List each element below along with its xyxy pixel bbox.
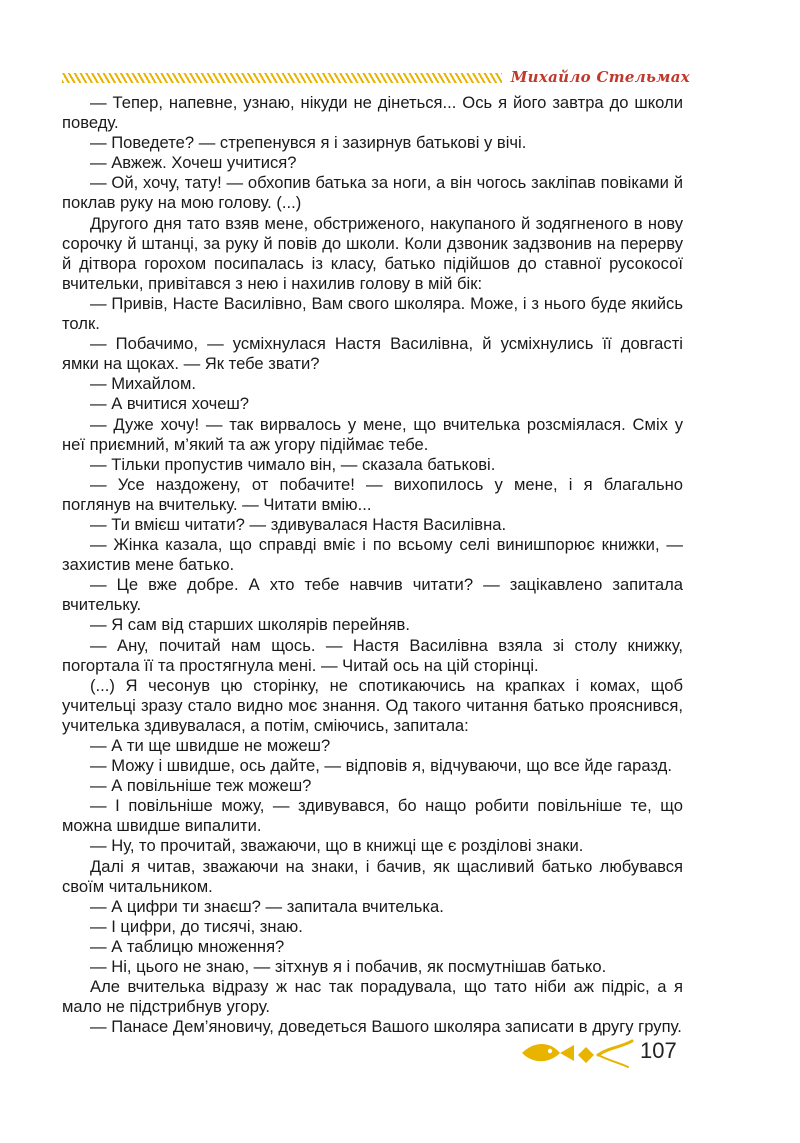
paragraph: Далі я читав, зважаючи на знаки, і бачив, як щасливий батько любувався своїм читальником. <box>62 856 683 896</box>
paragraph: — Дуже хочу! — так вирвалось у мене, що вчителька розсміялася. Сміх у неї приємний, м’який та аж угору підіймає тебе. <box>62 414 683 454</box>
paragraph: — Побачимо, — усміхнулася Настя Василівна, й усміхнулись її довгасті ямки на щоках. — Як тебе звати? <box>62 334 683 374</box>
paragraph: — Можу і швидше, ось дайте, — відповів я, відчуваючи, що все йде гаразд. <box>90 756 672 776</box>
paragraph: — Це вже добре. А хто тебе навчив читати? — зацікавлено запитала вчительку. <box>62 575 683 615</box>
paragraph: — Авжеж. Хочеш учитися? <box>90 153 297 173</box>
paragraph: — Усе наздожену, от побачите! — вихопилось у мене, і я благально поглянув на вчительку. — Читати вмію... <box>62 474 683 514</box>
page-number: 107 <box>640 1038 677 1063</box>
paragraph: — Привів, Насте Василівно, Вам свого школяра. Може, і з нього буде якийсь толк. <box>62 293 683 334</box>
paragraph: — А ти ще швидше не можеш? <box>90 736 331 755</box>
paragraph: Але вчителька відразу ж нас так порадувала, що тато ніби аж підріс, а я мало не підстрибнув угору. <box>62 977 683 1017</box>
paragraph: — І повільніше можу, — здивувався, бо нащо робити повільніше те, що можна швидше випалити. <box>62 796 683 836</box>
paragraph: — Тільки пропустив чимало він, — сказала батькові. <box>90 454 496 474</box>
paragraph: (...) Я чесонув цю сторінку, не спотикаючись на крапках і комах, щоб учительці зразу стало видно моє знання. Од такого читання батько прояснився, учителька здивувалася, а потім, сміючись, запитала: <box>62 675 683 735</box>
paragraph: — І цифри, до тисячі, знаю. <box>90 916 303 936</box>
paragraph: — Панасе Дем’яновичу, доведеться Вашого школяра записати в другу групу. <box>90 1017 682 1037</box>
paragraph: — Ні, цього не знаю, — зітхнув я і побачив, як посмутнішав батько. <box>90 957 607 977</box>
paragraph: — Ну, то прочитай, зважаючи, що в книжці ще є розділові знаки. <box>90 836 584 856</box>
paragraph: Другого дня тато взяв мене, обстриженого, накупаного й зодягненого в нову сорочку й штанці, за руку й повів до школи. Коли дзвоник задзвонив на перерву й дітвора горохом посипалась із класу, батько підійшов до ставної русокосої вчительки, привітався з нею і нахилив голову в мій бік: <box>62 213 683 293</box>
page-header <box>62 68 690 90</box>
paragraph: — Поведете? — стрепенувся я і зазирнув батькові у вічі. <box>90 133 527 153</box>
story-text <box>62 93 683 1037</box>
paragraph: — Ой, хочу, тату! — обхопив батька за ноги, а він чогось закліпав повіками й поклав руку на мою голову. (...) <box>62 173 683 213</box>
paragraph: — Ану, почитай нам щось. — Настя Василівна взяла зі столу книжку, погортала її та простягнула мені. — Читай ось на цій сторінці. <box>62 635 683 675</box>
paragraph: — А повільніше теж можеш? <box>90 776 312 796</box>
paragraph: — Ти вмієш читати? — здивувалася Настя Василівна. <box>90 514 507 534</box>
paragraph: — А цифри ти знаєш? — запитала вчителька. <box>90 896 444 916</box>
paragraph: — Жінка казала, що справді вміє і по всьому селі винишпорює книжки, — захистив мене батько. <box>62 535 683 575</box>
paragraph: — А вчитися хочеш? <box>90 394 250 414</box>
paragraph: — Михайлом. <box>90 374 197 394</box>
author-name: Михайло Стельмах <box>510 68 690 86</box>
paragraph: — Я сам від старших школярів перейняв. <box>90 615 410 635</box>
yellow-fish-ornament-icon <box>520 1035 635 1075</box>
paragraph: — А таблицю множення? <box>90 936 285 956</box>
paragraph: — Тепер, напевне, узнаю, нікуди не дінеться... Ось я його завтра до школи поведу. <box>62 93 683 133</box>
header-hatch-ornament <box>62 73 502 83</box>
